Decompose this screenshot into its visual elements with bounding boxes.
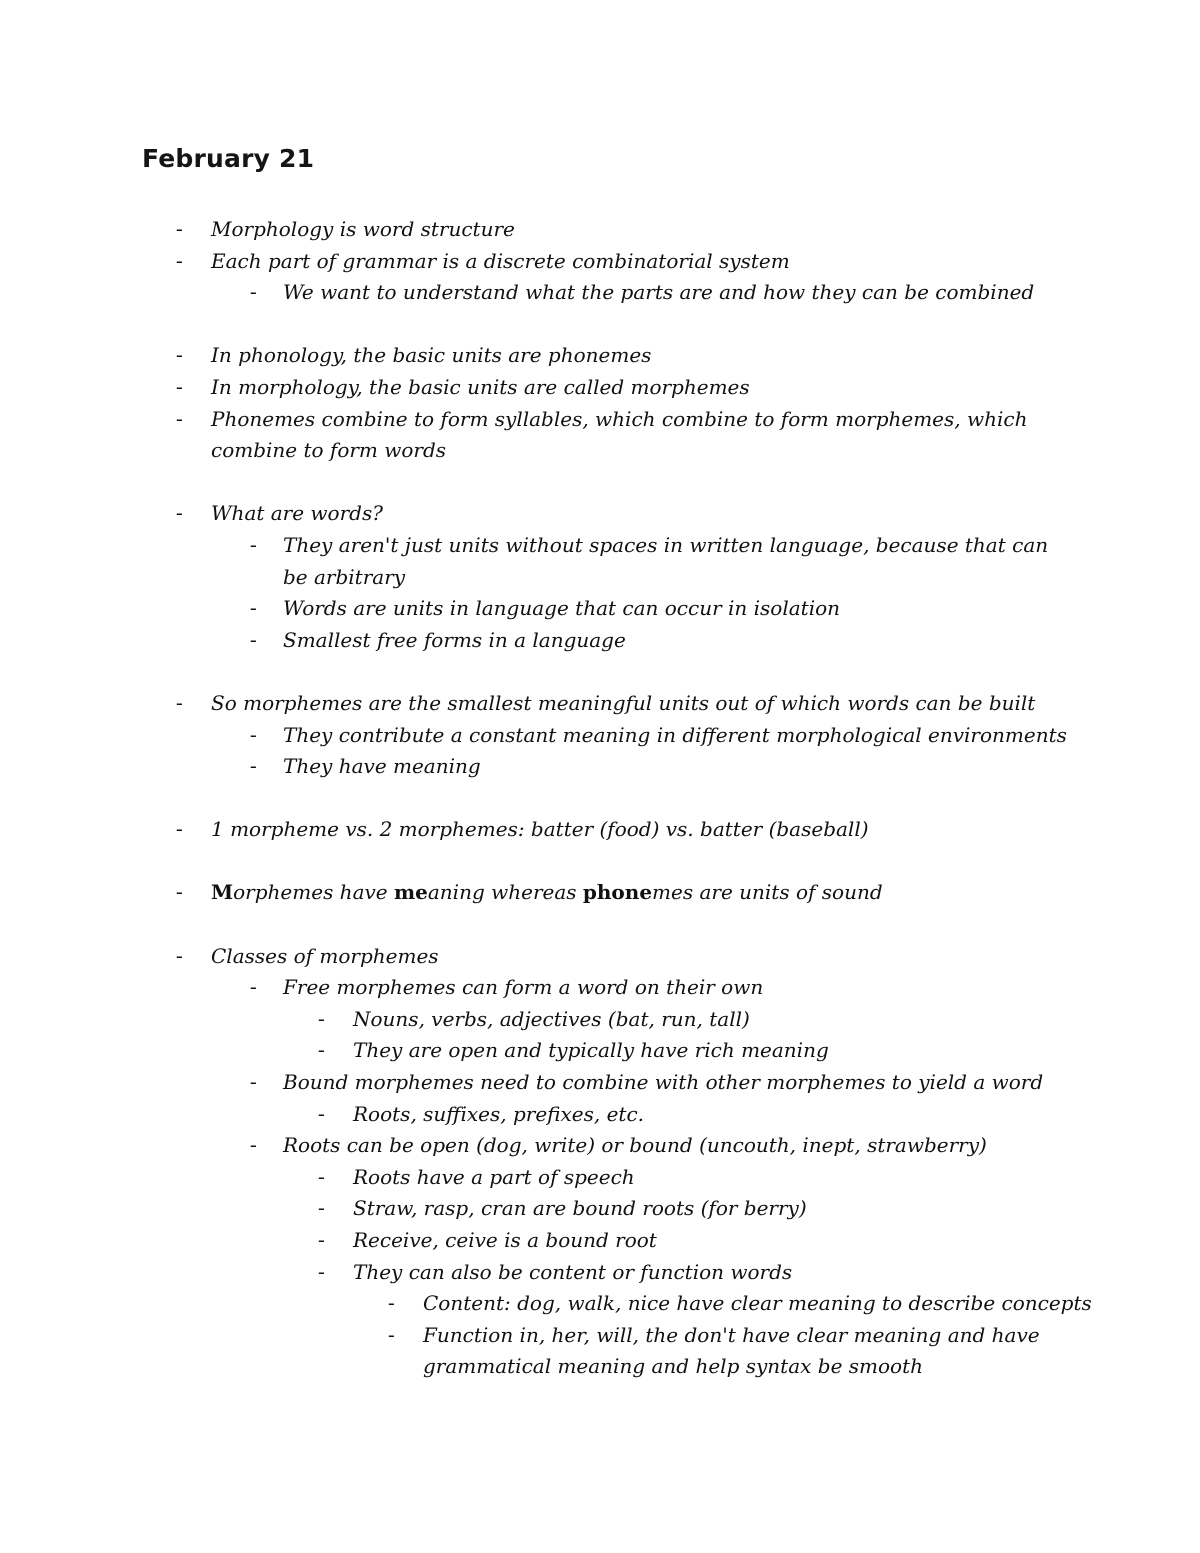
- spacer: [0, 846, 1200, 878]
- list-item: [0, 530, 1200, 593]
- bullet-dash: -: [250, 755, 257, 778]
- list-item: [0, 404, 1200, 467]
- list-item-text: Function in, her, will, the don't have clear meaning and have grammatical meaning and help syntax be smooth: [423, 1322, 1040, 1379]
- list-item-text: Bound morphemes need to combine with other morphemes to yield a word: [283, 1070, 1044, 1095]
- list-item-text: Words are units in language that can occur in isolation: [283, 596, 841, 621]
- bullet-dash: -: [176, 818, 183, 841]
- bullet-dash: -: [176, 249, 183, 272]
- list-item: [0, 340, 1200, 372]
- list-item-text: Each part of grammar is a discrete combinatorial system: [211, 248, 790, 273]
- spacer: [0, 656, 1200, 688]
- list-item: [0, 751, 1200, 783]
- list-item: [0, 214, 1200, 246]
- list-item-text: They can also be content or function words: [353, 1259, 793, 1284]
- italic-text: orphemes have: [233, 880, 394, 905]
- bold-text: phone: [582, 880, 653, 905]
- spacer: [0, 467, 1200, 499]
- bullet-dash: -: [318, 1102, 325, 1125]
- list-item: [0, 1035, 1200, 1067]
- bullet-dash: -: [318, 1039, 325, 1062]
- list-item: [0, 1193, 1200, 1225]
- list-item-text: They aren't just units without spaces in written language, because that can be arbitrary: [283, 532, 1049, 589]
- spacer: [0, 783, 1200, 815]
- page-title: February 21: [142, 144, 315, 173]
- bullet-dash: -: [250, 281, 257, 304]
- list-item: [0, 246, 1200, 278]
- list-item: [0, 688, 1200, 720]
- list-item: [0, 1288, 1200, 1320]
- list-item: [0, 720, 1200, 752]
- bullet-dash: -: [176, 502, 183, 525]
- list-item-text: So morphemes are the smallest meaningful units out of which words can be built: [211, 690, 1036, 715]
- list-item-text: Roots have a part of speech: [353, 1164, 635, 1189]
- list-item-text: Smallest free forms in a language: [283, 627, 626, 652]
- bullet-dash: -: [318, 1197, 325, 1220]
- bullet-dash: -: [318, 1260, 325, 1283]
- bullet-dash: -: [176, 344, 183, 367]
- list-item: [0, 1257, 1200, 1289]
- list-item: [0, 1067, 1200, 1099]
- bullet-dash: -: [250, 628, 257, 651]
- bullet-dash: -: [176, 691, 183, 714]
- list-item: [0, 593, 1200, 625]
- list-item: [0, 1162, 1200, 1194]
- list-item-text: In phonology, the basic units are phonemes: [211, 343, 652, 368]
- list-item: [0, 1225, 1200, 1257]
- bullet-dash: -: [250, 976, 257, 999]
- list-item-text: Free morphemes can form a word on their own: [283, 975, 764, 1000]
- list-item-text: Phonemes combine to form syllables, which combine to form morphemes, which combine to form words: [211, 406, 1028, 463]
- bullet-dash: -: [176, 407, 183, 430]
- list-item: [0, 277, 1200, 309]
- list-item-text: Content: dog, walk, nice have clear meaning to describe concepts: [423, 1291, 1092, 1316]
- list-item: [0, 1099, 1200, 1131]
- spacer: [0, 909, 1200, 941]
- list-item: [0, 625, 1200, 657]
- list-item: [0, 972, 1200, 1004]
- bullet-dash: -: [388, 1292, 395, 1315]
- bullet-dash: -: [318, 1229, 325, 1251]
- spacer: [0, 309, 1200, 341]
- bullet-dash: -: [318, 1007, 325, 1030]
- list-item-text: Morphology is word structure: [211, 217, 515, 241]
- bullet-dash: -: [250, 597, 257, 620]
- list-item: [0, 372, 1200, 404]
- list-item: [0, 941, 1200, 973]
- bullet-dash: -: [176, 881, 183, 904]
- bullet-dash: -: [176, 218, 183, 240]
- list-item-text: What are words?: [211, 501, 383, 526]
- italic-text: mes are units of sound: [652, 880, 883, 905]
- bullet-dash: -: [250, 1134, 257, 1157]
- bullet-dash: -: [176, 375, 183, 398]
- bullet-dash: -: [250, 1071, 257, 1094]
- bullet-dash: -: [318, 1165, 325, 1188]
- list-item: [0, 1004, 1200, 1036]
- list-item: [0, 1320, 1200, 1383]
- bullet-dash: -: [250, 533, 257, 556]
- list-item-text: Nouns, verbs, adjectives (bat, run, tall): [353, 1006, 750, 1031]
- list-item-text: [211, 877, 1041, 909]
- bullet-dash: -: [388, 1323, 395, 1346]
- bold-text: M: [211, 880, 234, 905]
- list-item-text: They have meaning: [283, 754, 481, 779]
- list-item-text: They are open and typically have rich meaning: [353, 1038, 829, 1063]
- list-item-text: 1 morpheme vs. 2 morphemes: batter (food) vs. batter (baseball): [211, 817, 869, 842]
- list-item-text: Receive, ceive is a bound root: [353, 1228, 657, 1252]
- italic-text: aning whereas: [427, 880, 583, 905]
- notes-list: [0, 214, 1200, 1383]
- list-item: [0, 498, 1200, 530]
- list-item-text: In morphology, the basic units are called morphemes: [211, 374, 750, 399]
- list-item-text: They contribute a constant meaning in different morphological environments: [283, 722, 1067, 747]
- list-item-text: We want to understand what the parts are and how they can be combined: [283, 280, 1035, 305]
- list-item-text: Roots, suffixes, prefixes, etc.: [353, 1101, 645, 1126]
- list-item-text: Straw, rasp, cran are bound roots (for berry): [353, 1196, 807, 1221]
- list-item: [0, 814, 1200, 846]
- list-item: [0, 877, 1200, 909]
- list-item: [0, 1130, 1200, 1162]
- bold-text: me: [393, 880, 428, 905]
- list-item-text: Roots can be open (dog, write) or bound (uncouth, inept, strawberry): [283, 1133, 987, 1158]
- list-item-text: Classes of morphemes: [211, 943, 439, 968]
- bullet-dash: -: [176, 944, 183, 967]
- bullet-dash: -: [250, 723, 257, 746]
